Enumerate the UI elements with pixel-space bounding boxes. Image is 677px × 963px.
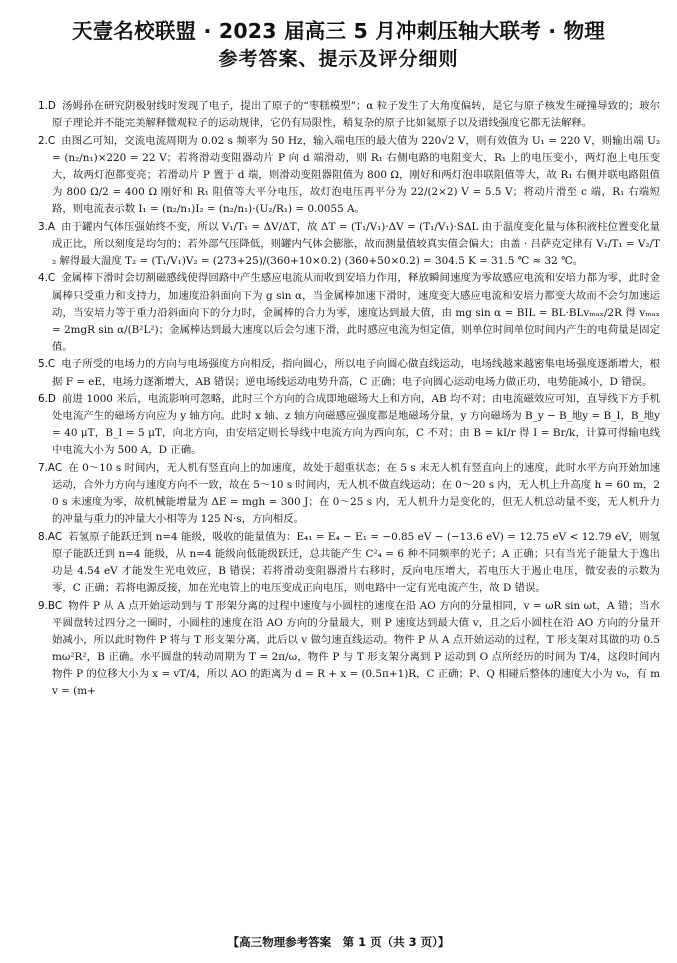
item-explanation: 若氢原子能跃迁到 n=4 能级，吸收的能量值为：E₄₁ = E₄ − E₁ = −0.85 eV − (−13.6 eV) = 12.75 eV < 12.79 eV，则氢原子能跃迁到 n=4 能级，从 n=4 能级向低能级跃迁，总共能产生 C²₄ = 6 种不同频率的光子；A 正确；只有当光子能量大于逸出功是 4.54 eV 才能发生光电效应，B 错误；若将滑动变阻器滑片右移时，反向电压增大，若电压大于遏止电压，微安表的示数为零，C 正确；若将电源反接，加在光电管上的电压变成正向电压，则电路中一定有光电流产生，故 D 错误。: [52, 530, 660, 595]
item-number: 8.: [38, 530, 48, 543]
item-explanation: 前进 1000 米后，电流影响可忽略，此时三个方向的合成即地磁场大上和方向，AB 均不对；由电流磁效应可知，直导线下方手机处电流产生的磁场方向应为 y 轴方向。此时 x 轴、z 轴方向磁感应强度都是地磁场分量，y 方向磁场为 B_y − B_地y = B_I，B_地y = 40 μT，B_I = 5 μT，向北方向，由安培定则长导线中电流方向为西向东，C 不对；由 B = kI/r 得 I = Br/k，计算可得输电线中电流大小为 500 A，D 正确。: [52, 393, 660, 457]
answer-item-8: [38, 529, 660, 597]
item-number: 2.: [38, 134, 48, 147]
item-answer: AC: [47, 530, 63, 543]
item-number: 9.: [38, 599, 48, 612]
item-explanation: 电子所受的电场力的方向与电场强度方向相反，指向圆心，所以电子向圆心做直线运动，电场线越来越密集电场强度逐渐增大，根据 F = eE，电场力逐渐增大，AB 错误；逆电场线运动电势升高，C 正确；电子向圆心运动电场力做正功，电势能减小，D 错误。: [52, 358, 660, 388]
page-title: 天壹名校联盟 · 2023 届高三 5 月冲刺压轴大联考 · 物理: [72, 19, 605, 43]
item-answer: AC: [47, 461, 63, 474]
item-answer: C: [47, 134, 56, 147]
answer-item-6: [38, 391, 660, 459]
item-answer: D: [47, 100, 56, 112]
item-number: 3.: [38, 220, 48, 233]
item-explanation: 由图乙可知，交流电流周期为 0.02 s 频率为 50 Hz，输入端电压的最大值为 220√2 V，则有效值为 U₁ = 220 V，则输出端 U₂ = (n₂/n₁)×220 = 22 V；若将滑动变阻器动片 P 向 d 端滑动，则 R₁ 右侧电路的电阻变大，R₁ 上的电压变小，两灯泡上电压变大，故两灯泡都变亮；若滑动片 P 置于 d 端，则滑动变阻器阻值为 800 Ω，刚好和两灯泡串联阻值等大，故 R₁ 右侧并联电路阻值为 800 Ω/2 = 400 Ω 刚好和 R₁ 阻值等大平分电压，故灯泡电压再平分为 22/(2×2) V = 5.5 V；将动片滑至 c 端，R₁ 右端短路，则电流表示数 I₁ = (n₂/n₁)I₂ = (n₂/n₁)·(U₂/R₁) = 0.0055 A。: [52, 134, 660, 216]
item-explanation: 由于罐内气体压强始终不变，所以 V₁/T₁ = ΔV/ΔT，故 ΔT = (T₁/V₁)·ΔV = (T₁/V₁)·SΔL 由于温度变化量与体积液柱位置变化量成正比，所以刻度是均匀的；若外部气压降低，则罐内气体会膨胀，故而测量值较真实值会偏大；由盖 · 吕萨克定律有 V₁/T₁ = V₂/T₂ 解得最大温度 T₂ = (T₁/V₁)V₂ = (273+25)/(360+10×0.2) (360+50×0.2) = 304.5 K = 31.5 ℃ ≈ 32 ℃。: [52, 220, 660, 267]
answer-list: [38, 98, 660, 701]
item-answer: C: [47, 358, 56, 371]
item-explanation: 汤姆孙在研究阴极射线时发现了电子，提出了原子的“枣糕模型”；α 粒子发生了大角度偏转，是它与原子核发生碰撞导致的；玻尔原子理论并不能完美解释微观粒子的运动规律，它仍有局限性，稍复杂的原子比如氦原子以及谱线强度它都无法解释。: [52, 100, 660, 130]
item-number: 5.: [38, 358, 48, 371]
answer-item-7: [38, 460, 660, 528]
item-number: 4.: [38, 272, 48, 285]
item-answer: A: [47, 220, 56, 233]
item-number: 6.: [38, 393, 48, 406]
item-answer: D: [47, 393, 56, 406]
answer-item-9: [38, 598, 660, 701]
page-footer: 【高三物理参考答案 第 1 页（共 3 页）】: [227, 935, 450, 949]
item-number: 7.: [38, 461, 48, 474]
item-answer: C: [47, 272, 56, 285]
item-answer: BC: [47, 599, 63, 612]
item-explanation: 金属棒下滑时会切割磁感线使得回路中产生感应电流从而收到安培力作用，释放瞬间速度为零故感应电流和安培力都为零，此时金属棒只受重力和支持力，加速度沿斜面向下为 g sin α，当金属棒加速下滑时，速度变大感应电流和安培力都变大故而不会匀加速运动，当安培力等于重力沿斜面向下的分力时，金属棒的合力为零，速度达到最大值，由 mg sin α = BIL = BL·BLvₘₐₓ/2R 得 vₘₐₓ = 2mgR sin α/(B²L²)；金属棒达到最大速度以后会匀速下滑，此时感应电流为恒定值，则单位时间单位时间内产生的电荷量是固定值。: [52, 272, 660, 353]
item-number: 1.: [38, 100, 48, 112]
answer-item-3: [38, 219, 660, 270]
page-subtitle: 参考答案、提示及评分细则: [218, 48, 459, 70]
answer-item-2: [38, 133, 660, 218]
item-explanation: 在 0～10 s 时间内，无人机有竖直向上的加速度，故处于超重状态；在 5 s 末无人机有竖直向上的速度，此时水平方向开始加速运动，合外力方向与速度方向不一致，故在 5～10 s 时间内，无人机不做直线运动；在 0～20 s 内，无人机上升高度 h = 60 m，20 s 末速度为零，故机械能增量为 ΔE = mgh = 300 J；在 0～25 s 内，无人机升力是变化的，但无人机总动量不变，无人机升力的冲量与重力的冲量大小相等为 125 N·s，方向相反。: [52, 461, 660, 526]
item-explanation: 物件 P 从 A 点开始运动到与 T 形架分离的过程中速度与小圆柱的速度在沿 AO 方向的分量相同，v = ωR sin ωt，A 错；当水平圆盘转过四分之一圈时，小圆柱的速度在沿 AO 方向的分量最大，则 P 速度达到最大值 v，且之后小圆柱在沿 AO 方向的分量开始减小，所以此时物件 P 将与 T 形支架分离，此后以 v 做匀速直线运动。物件 P 从 A 点开始运动的过程，T 形支架对其做的功 0.5mω²R²，B 正确。水平圆盘的转动周期为 T = 2π/ω，物件 P 与 T 形支架分离到 P 运动到 O 点所经历的时间为 T/4，这段时间内物件 P 的位移大小为 x = vT/4，所以 AO 的距离为 d = R + x = (0.5π+1)R，C 正确；P、Q 相碰后整体的速度大小为 v₀，有 mv = (m+: [52, 599, 661, 698]
answer-item-5: [38, 356, 660, 390]
answer-item-4: [38, 270, 660, 355]
answer-item-1: [38, 98, 660, 132]
